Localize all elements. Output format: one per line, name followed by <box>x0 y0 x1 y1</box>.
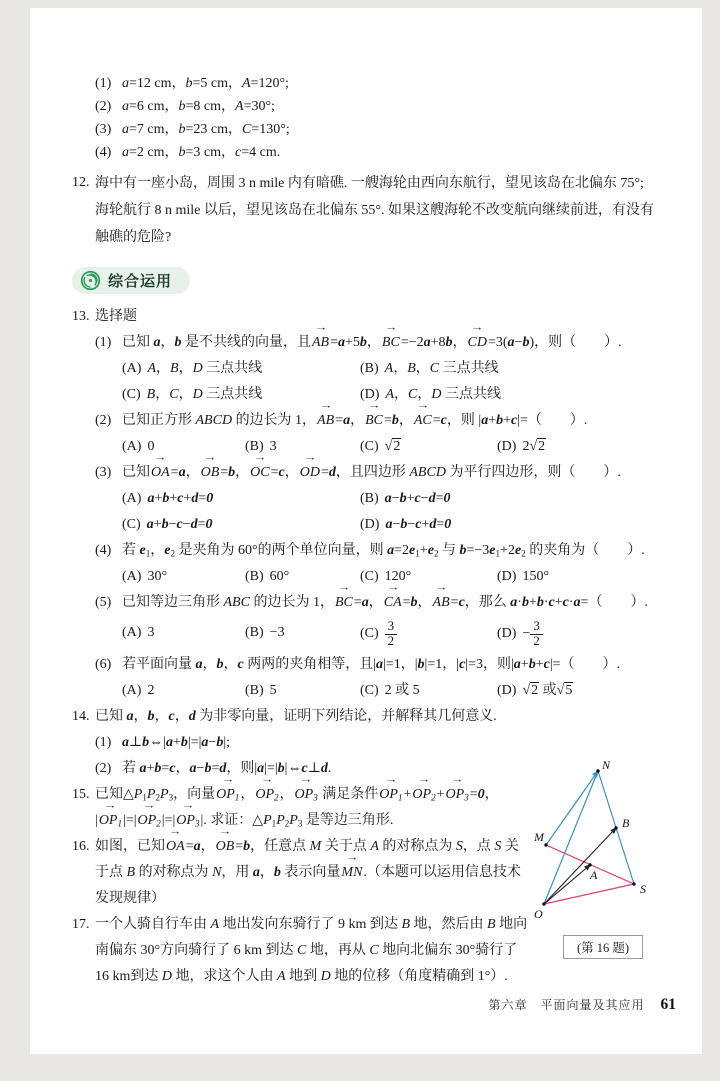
page-number: 61 <box>660 996 676 1013</box>
vector-OB <box>544 828 616 904</box>
option-a: (A) 30° <box>122 569 168 584</box>
exercise-text-line: 16 km到达 D 地，求这个人由 A 地到 D 地的位移（角度精确到 1°）. <box>95 969 508 985</box>
sub-item <box>95 141 676 164</box>
page-footer <box>488 996 676 1014</box>
option-a: (A) 0 <box>122 439 155 454</box>
label-B: B <box>622 816 630 830</box>
exercise-number: 14. <box>72 709 90 725</box>
label-N: N <box>602 758 611 772</box>
option-d: (D) A，C，D 三点共线 <box>360 387 501 402</box>
options <box>122 356 676 408</box>
textbook-page <box>30 8 702 1054</box>
part-text: 若 a+b=c，a−b=d，则|a|=|b|⇔c⊥d. <box>122 761 332 777</box>
point-B <box>614 826 617 829</box>
option-c: (C) 120° <box>360 569 412 584</box>
option-b: (B) −3 <box>245 625 285 640</box>
exercise-text-line: 于点 B 的对称点为 N，用 a，b 表示向量→ MN.（本题可以运用信息技术 <box>95 860 676 886</box>
option-c: (C) 2 或 5 <box>360 683 420 699</box>
sub-item <box>95 118 676 141</box>
comprehensive-application-icon <box>80 270 101 291</box>
exercise-13 <box>72 304 676 704</box>
sub-item-text: a=7 cm，b=23 cm，C=130°; <box>122 122 290 137</box>
point-S <box>632 882 635 885</box>
question-2 <box>95 408 676 460</box>
option-b: (B) 3 <box>245 439 277 454</box>
option-a: (A) a+b+c+d=0 <box>122 491 214 506</box>
option-d: (D) 2√2 <box>497 439 546 454</box>
sub-item-number: (4) <box>95 145 112 160</box>
question-stem: 已知 a，b 是不共线的向量，且→ AB=a+5b，→ BC=−2a+8b，→ CD=3(a−b)，则（ ）. <box>122 330 676 356</box>
option-c: (C) $\frac{3}{2}$ <box>360 620 497 648</box>
option-a: (A) 2 <box>122 683 155 699</box>
exercise-text-line: 如图，已知→ OA=a，→ OB=b，任意点 M 关于点 A 的对称点为 S，点 S 关 <box>95 834 676 860</box>
point-O <box>542 902 545 905</box>
label-O: O <box>534 907 543 921</box>
question-stem: 若平面向量 a，b，c 两两的夹角相等，且|a|=1，|b|=1，|c|=3，则|a+b+c|=（ ）. <box>122 657 621 673</box>
sub-item <box>95 95 676 118</box>
option-a: (A) A，B，D 三点共线 <box>122 361 263 376</box>
exercise-number: 16. <box>72 839 90 855</box>
point-N <box>596 769 599 772</box>
question-6 <box>95 652 676 704</box>
part-text: a⊥b⇔|a+b|=|a−b|; <box>122 735 231 751</box>
question-number: (6) <box>95 657 112 673</box>
point-M <box>544 843 547 846</box>
section-badge-comprehensive-application <box>72 267 190 294</box>
question-stem: 已知正方形 ABCD 的边长为 1，→ AB=a，→ BC=b，→ AC=c，则 |a+b+c|=（ ）. <box>122 408 676 434</box>
question-number: (5) <box>95 595 112 610</box>
line-O-N <box>544 771 598 904</box>
question-stem: 已知→ OA=a，→ OB=b，→ OC=c，→ OD=d，且四边形 ABCD 为平行四边形，则（ ）. <box>122 460 676 486</box>
exercise-11-continued <box>95 72 676 164</box>
part-number: (1) <box>95 735 112 751</box>
question-number: (4) <box>95 543 112 558</box>
option-c: (C) √2 <box>360 439 401 454</box>
exercise-number: 12. <box>72 175 90 190</box>
sub-item-number: (2) <box>95 99 112 114</box>
chapter-title: 第六章 平面向量及其应用 <box>488 998 645 1012</box>
question-number: (3) <box>95 465 112 480</box>
exercise-number: 17. <box>72 917 90 933</box>
section-badge-label: 综合运用 <box>108 273 173 290</box>
sub-item-text: a=6 cm，b=8 cm，A=30°; <box>122 99 275 114</box>
exercise-text-line: 海轮航行 8 n mile 以后，望见该岛在北偏东 55°. 如果这艘海轮不改变航向继续前进，有没有 <box>95 203 654 218</box>
line-O-S <box>544 884 634 904</box>
option-c: (C) a+b−c−d=0 <box>122 517 213 532</box>
exercise-number: 15. <box>72 787 90 803</box>
option-d: (D) − $\frac{3}{2}$ <box>497 620 676 648</box>
question-stem: 若 $e_1$，$e_2$ 是夹角为 60°的两个单位向量，则 $a=2e_1+e_2$ 与 $b=-3e_1+2e_2$ 的夹角为（ ）. <box>122 543 645 559</box>
part-1 <box>95 730 676 756</box>
exercise-title: 选择题 <box>95 309 137 324</box>
question-1 <box>95 330 676 408</box>
exercise-text-line: 海中有一座小岛，周围 3 n mile 内有暗礁. 一艘海轮由西向东航行，望见该岛在北偏东 75°; <box>95 176 644 191</box>
option-b: (B) 60° <box>245 569 290 584</box>
exercise-text-line: 触礁的危险? <box>95 230 172 245</box>
sub-item-number: (1) <box>95 76 112 91</box>
point-A <box>588 863 591 866</box>
exercise-text-line: 南偏东 30°方向骑行了 6 km 到达 C 地，再从 C 地向北偏东 30°骑行了 <box>95 943 518 959</box>
question-3 <box>95 460 676 538</box>
label-A: A <box>590 868 598 882</box>
exercise-number: 13. <box>72 309 90 324</box>
figure-caption: (第 16 题) <box>563 935 643 959</box>
question-number: (1) <box>95 335 112 350</box>
option-b: (B) A，B，C 三点共线 <box>360 361 499 376</box>
sub-item-text: a=12 cm，b=5 cm，A=120°; <box>122 76 289 91</box>
option-d: (D) a−b−c+d=0 <box>360 517 452 532</box>
part-number: (2) <box>95 761 112 777</box>
exercise-text-line: |→ $OP_1|=|\to OP_2|=|\to OP_3|$. 求证：$\triangle P_1P_2P_3$ 是等边三角形. <box>95 808 676 834</box>
question-stem: 已知等边三角形 ABC 的边长为 1，→ BC=a，→ CA=b，→ AB=c，那么 a·b+b·c+c·a=（ ）. <box>122 590 676 616</box>
vector-OA <box>544 865 590 904</box>
exercise-text-line: 已知$\triangle P_1P_2P_3$，向量→ $OP_1$，→ $OP_2$，→ $OP_3$ 满足条件→ $OP_1+\to OP_2+\to OP_3=0$， <box>95 782 676 808</box>
option-d: (D) 150° <box>497 569 550 584</box>
sub-item <box>95 72 676 95</box>
sub-item-number: (3) <box>95 122 112 137</box>
label-S: S <box>640 882 646 896</box>
option-d: (D) √2 或√5 <box>497 683 573 699</box>
vector-diagram <box>534 755 672 925</box>
options <box>122 620 676 648</box>
exercise-text-line: 一个人骑自行车由 A 地出发向东骑行了 9 km 到达 B 地，然后由 B 地向 <box>95 917 528 933</box>
exercise-12 <box>72 170 676 251</box>
options <box>122 486 676 538</box>
option-a: (A) 3 <box>122 625 155 640</box>
option-c: (C) B，C，D 三点共线 <box>122 387 263 402</box>
option-b: (B) a−b+c−d=0 <box>360 491 451 506</box>
label-M: M <box>534 830 544 844</box>
exercise-text-line: 发现规律） <box>95 891 165 907</box>
question-5 <box>95 590 676 652</box>
sub-item-text: a=2 cm，b=3 cm，c=4 cm. <box>122 145 281 160</box>
options <box>122 678 676 704</box>
option-b: (B) 5 <box>245 683 277 699</box>
figure-exercise-16 <box>532 755 674 959</box>
exercise-text-line: 已知 a，b，c，d 为非零向量，证明下列结论，并解释其几何意义. <box>95 709 497 725</box>
question-number: (2) <box>95 413 112 428</box>
